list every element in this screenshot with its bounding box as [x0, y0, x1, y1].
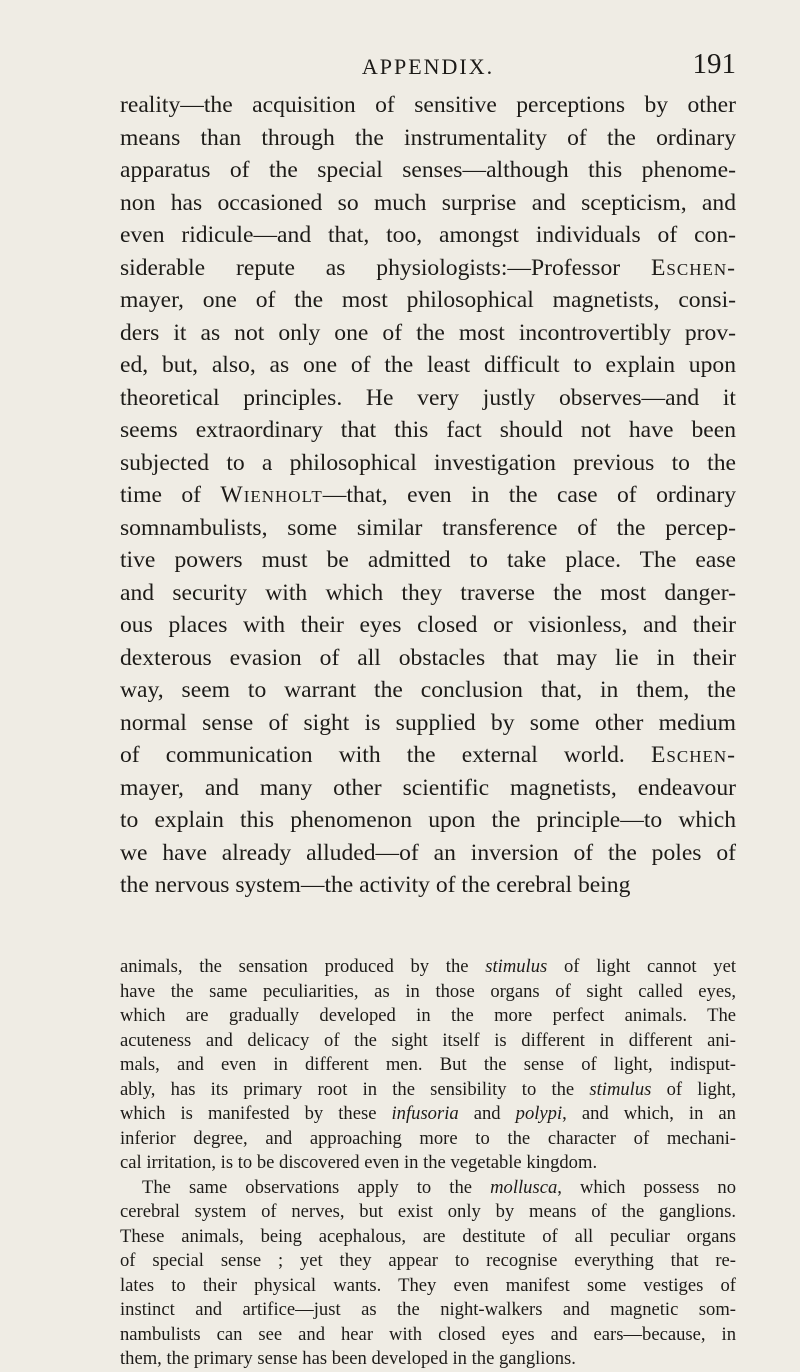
italic-term: polypi	[515, 1103, 563, 1124]
text-line: non has occasioned so much surprise and scepticism, and	[120, 189, 736, 216]
footnote-line: lates to their physical wants. They even manifest some vestiges of	[120, 1274, 736, 1296]
text-line: normal sense of sight is supplied by some other medium	[120, 709, 736, 736]
text-line: we have already alluded—of an inversion of the poles of	[120, 839, 736, 866]
text-fragment: animals, the sensation produced by the	[120, 956, 486, 977]
text-line-eschenmayer	[120, 252, 736, 285]
footnote-line: them, the primary sense has been developed in the ganglions.	[120, 1348, 576, 1369]
footnote-line: of special sense ; yet they appear to recognise everything that re-	[120, 1250, 736, 1271]
text-fragment: of communication with the external world.	[120, 742, 651, 768]
text-line: seems extraordinary that this fact should not have been	[120, 417, 736, 443]
name-wienholt: Wienholt	[220, 482, 323, 508]
text-fragment: , which possess no	[557, 1176, 737, 1198]
page-header	[120, 46, 736, 86]
text-line: way, seem to warrant the conclusion that, in them, the	[120, 677, 736, 703]
text-line: means than through the instrumentality of the ordinary	[120, 124, 736, 151]
text-fragment: The same observations apply to the	[142, 1176, 491, 1198]
footnote-line	[120, 955, 736, 980]
text-line: reality—the acquisition of sensitive perceptions by other	[120, 92, 736, 118]
text-fragment: ably, has its primary root in the sensibility to the	[120, 1078, 590, 1100]
footnote-line: cerebral system of nerves, but exist only by means of the ganglions.	[120, 1201, 736, 1222]
text-line: ous places with their eyes closed or visionless, and their	[120, 612, 736, 638]
text-line: mayer, one of the most philosophical magnetists, consi-	[120, 287, 736, 313]
name-eschenmayer: Eschen-	[650, 254, 736, 281]
footnote-line: instinct and artifice—just as the night-walkers and magnetic som-	[120, 1299, 736, 1320]
text-fragment: siderable repute as physiologists:—Professor	[120, 254, 651, 281]
footnote-line: These animals, being acephalous, are destitute of all peculiar organs	[120, 1225, 736, 1247]
footnote-line	[120, 1176, 736, 1201]
running-head: APPENDIX.	[361, 54, 495, 79]
text-line: theoretical principles. He very justly observes—and it	[120, 384, 736, 411]
italic-term: stimulus	[589, 1078, 652, 1100]
text-line: dexterous evasion of all obstacles that may lie in their	[120, 644, 736, 671]
italic-term: mollusca	[490, 1176, 558, 1198]
footnote-line: which are gradually developed in the more perfect animals. The	[120, 1005, 736, 1026]
text-line: and security with which they traverse the most danger-	[120, 579, 736, 606]
text-line-eschenmayer	[120, 739, 736, 772]
text-line: the nervous system—the activity of the cerebral being	[120, 872, 631, 898]
footnote-line: mals, and even in different men. But the sense of light, indisput-	[120, 1054, 736, 1075]
footnote-line: inferior degree, and approaching more to the character of mechani-	[120, 1127, 736, 1149]
footnote-line: nambulists can see and hear with closed eyes and ears—because, in	[120, 1323, 736, 1345]
text-line: ed, but, also, as one of the least difficult to explain upon	[120, 352, 736, 378]
text-fragment: which is manifested by these	[120, 1103, 392, 1124]
text-line: tive powers must be admitted to take place. The ease	[120, 547, 736, 573]
footnote-line	[120, 1102, 736, 1127]
text-fragment: and	[458, 1103, 516, 1124]
text-line: mayer, and many other scientific magnetists, endeavour	[120, 774, 736, 801]
text-fragment: of light,	[651, 1078, 736, 1100]
footnote	[120, 955, 736, 1372]
text-fragment: time of	[120, 482, 221, 508]
text-line: subjected to a philosophical investigation previous to the	[120, 449, 736, 476]
text-fragment: of light cannot yet	[547, 956, 737, 977]
main-text	[120, 89, 736, 902]
text-line: even ridicule—and that, too, amongst individuals of con-	[120, 222, 736, 248]
footnote-line: acuteness and delicacy of the sight itself is different in different ani-	[120, 1029, 736, 1051]
text-line: ders it as not only one of the most incontrovertibly prov-	[120, 319, 736, 346]
page-number: 191	[692, 48, 736, 80]
name-eschenmayer: Eschen-	[650, 742, 736, 768]
text-line-wienholt	[120, 479, 736, 512]
text-fragment: , and which, in an	[562, 1103, 736, 1124]
italic-term: infusoria	[391, 1103, 459, 1124]
text-line: apparatus of the special senses—although this phenome-	[120, 157, 736, 183]
footnote-line	[120, 1078, 736, 1103]
text-line: somnambulists, some similar transference of the percep-	[120, 514, 736, 541]
text-fragment: —that, even in the case of ordinary	[322, 482, 737, 508]
footnote-line: cal irritation, is to be discovered even in the vegetable kingdom.	[120, 1152, 598, 1173]
text-line: to explain this phenomenon upon the principle—to which	[120, 807, 736, 833]
footnote-line: have the same peculiarities, as in those organs of sight called eyes,	[120, 980, 736, 1002]
italic-term: stimulus	[485, 956, 548, 977]
